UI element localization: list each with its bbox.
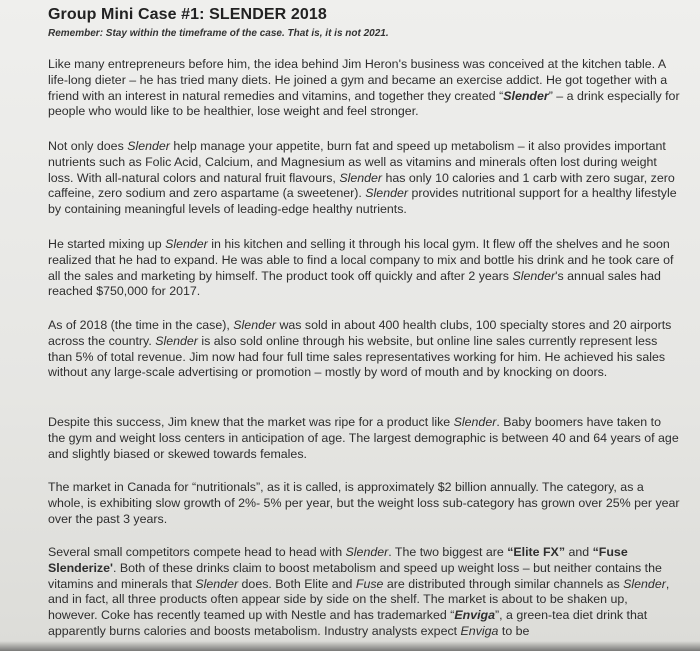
paragraph-5 (48, 415, 680, 462)
competitor-name: Enviga (460, 623, 499, 638)
text-run: , and in fact, all three products often appear side by side on the shelf. The market is about to be shaken up, however. Coke has recently teamed up with Nestle and has trademarked “ (48, 576, 670, 623)
text-run: does. Both Elite and (238, 576, 356, 591)
text-run: and (565, 545, 593, 559)
text-run: help manage your appetite, burn fat and speed up metabolism – it also provides important nutrients such as Folic Acid, Calcium, and Magnesium as well as vitamins and minerals often lost during weight loss. With all-natural colors and natural fruit flavours, (48, 139, 666, 185)
product-name: Slender (503, 88, 549, 103)
product-name: Slender (345, 545, 389, 559)
product-name: Slender (233, 318, 276, 332)
text-run: has only 10 calories and 1 carb with zero sugar, zero caffeine, zero sodium and zero aspartame (a sweetener). (48, 170, 675, 201)
text-run: to be (498, 623, 530, 638)
remember-note: Remember: Stay within the timeframe of the case. That is, it is not 2021. (48, 28, 389, 39)
text-run: was sold in about 400 health clubs, 100 specialty stores and 20 airports across the country. (48, 318, 672, 348)
product-name: Slender (165, 237, 208, 251)
text-run: He started mixing up (48, 237, 166, 251)
product-name: Slender (127, 139, 170, 153)
product-name: Slender (623, 576, 666, 591)
page-title: Group Mini Case #1: SLENDER 2018 (48, 6, 327, 23)
text-run: The market in Canada for “nutritionals”, as it is called, is approximately $2 billion annually. The category, as a whole, is exhibiting slow growth of 2%- 5% per year, but the weight loss sub-category has grown over 25% per year over the past 3 years. (48, 480, 680, 526)
product-name: Slender (365, 186, 408, 201)
text-run: Not only does (48, 139, 128, 153)
competitor-name: “Elite FX” (507, 545, 566, 559)
paragraph-1 (48, 57, 680, 120)
text-run: . The two biggest are (388, 545, 508, 559)
text-run: . Both of these drinks claim to boost metabolism and speed up weight loss – but neither contains the vitamins and minerals that (48, 560, 662, 591)
competitor-name: “Fuse Slenderize' (48, 545, 628, 575)
text-run: provides nutritional support for a healthy lifestyle by containing meaningful levels of leading-edge healthy nutrients. (48, 186, 677, 217)
text-run: ” – a drink especially for people who would like to be healthier, lose weight and feel stronger. (48, 88, 680, 119)
paragraph-7 (48, 545, 680, 640)
text-run: in his kitchen and selling it through his local gym. It flew off the shelves and he soon realized that he had to expand. He was able to find a local company to mix and bottle his drink and he took care of all the sales and marketing by himself. The product took off quickly and after 2 years (48, 237, 674, 283)
product-name: Slender (339, 170, 383, 185)
paragraph-2 (48, 139, 680, 218)
text-run: are distributed through similar channels as (383, 576, 624, 591)
competitor-name: Enviga (454, 608, 495, 623)
product-name: Slender (195, 576, 239, 591)
text-run: is also sold online through his website, but online line sales currently represent less than 5% of total revenue. Jim now had four full time sales representatives working for him. He achieved his sales without any large-scale advertising or promotion – mostly by word of mouth and by knocking on doors. (48, 333, 666, 380)
text-run: As of 2018 (the time in the case), (48, 318, 234, 332)
paragraph-4 (48, 318, 680, 381)
text-run: Several small competitors compete head to head with (48, 545, 346, 559)
product-name: Slender (155, 333, 198, 348)
text-run: Despite this success, Jim knew that the market was ripe for a product like (48, 415, 454, 429)
product-name: Slender (512, 268, 556, 283)
text-run: . Baby boomers have taken to the gym and weight loss centers in anticipation of age. The largest demographic is between 40 and 64 years of age and slightly biased or skewed towards females. (48, 415, 679, 461)
text-run: Like many entrepreneurs before him, the idea behind Jim Heron's business was conceived at the kitchen table. A life-long dieter – he has tried many diets. He joined a gym and became an exercise addict. He got together with a friend with an interest in natural remedies and vitamins, and together they created “ (48, 57, 668, 103)
product-name: Slender (453, 415, 497, 429)
text-run: ”, a green-tea diet drink that apparently burns calories and boosts metabolism. Industry analysts expect (48, 608, 648, 638)
bottom-edge-shadow (0, 641, 700, 651)
paragraph-3 (48, 237, 680, 300)
text-run: 's annual sales had reached $750,000 for 2017. (48, 268, 661, 299)
paragraph-6 (48, 480, 680, 527)
competitor-name: Fuse (355, 576, 384, 591)
